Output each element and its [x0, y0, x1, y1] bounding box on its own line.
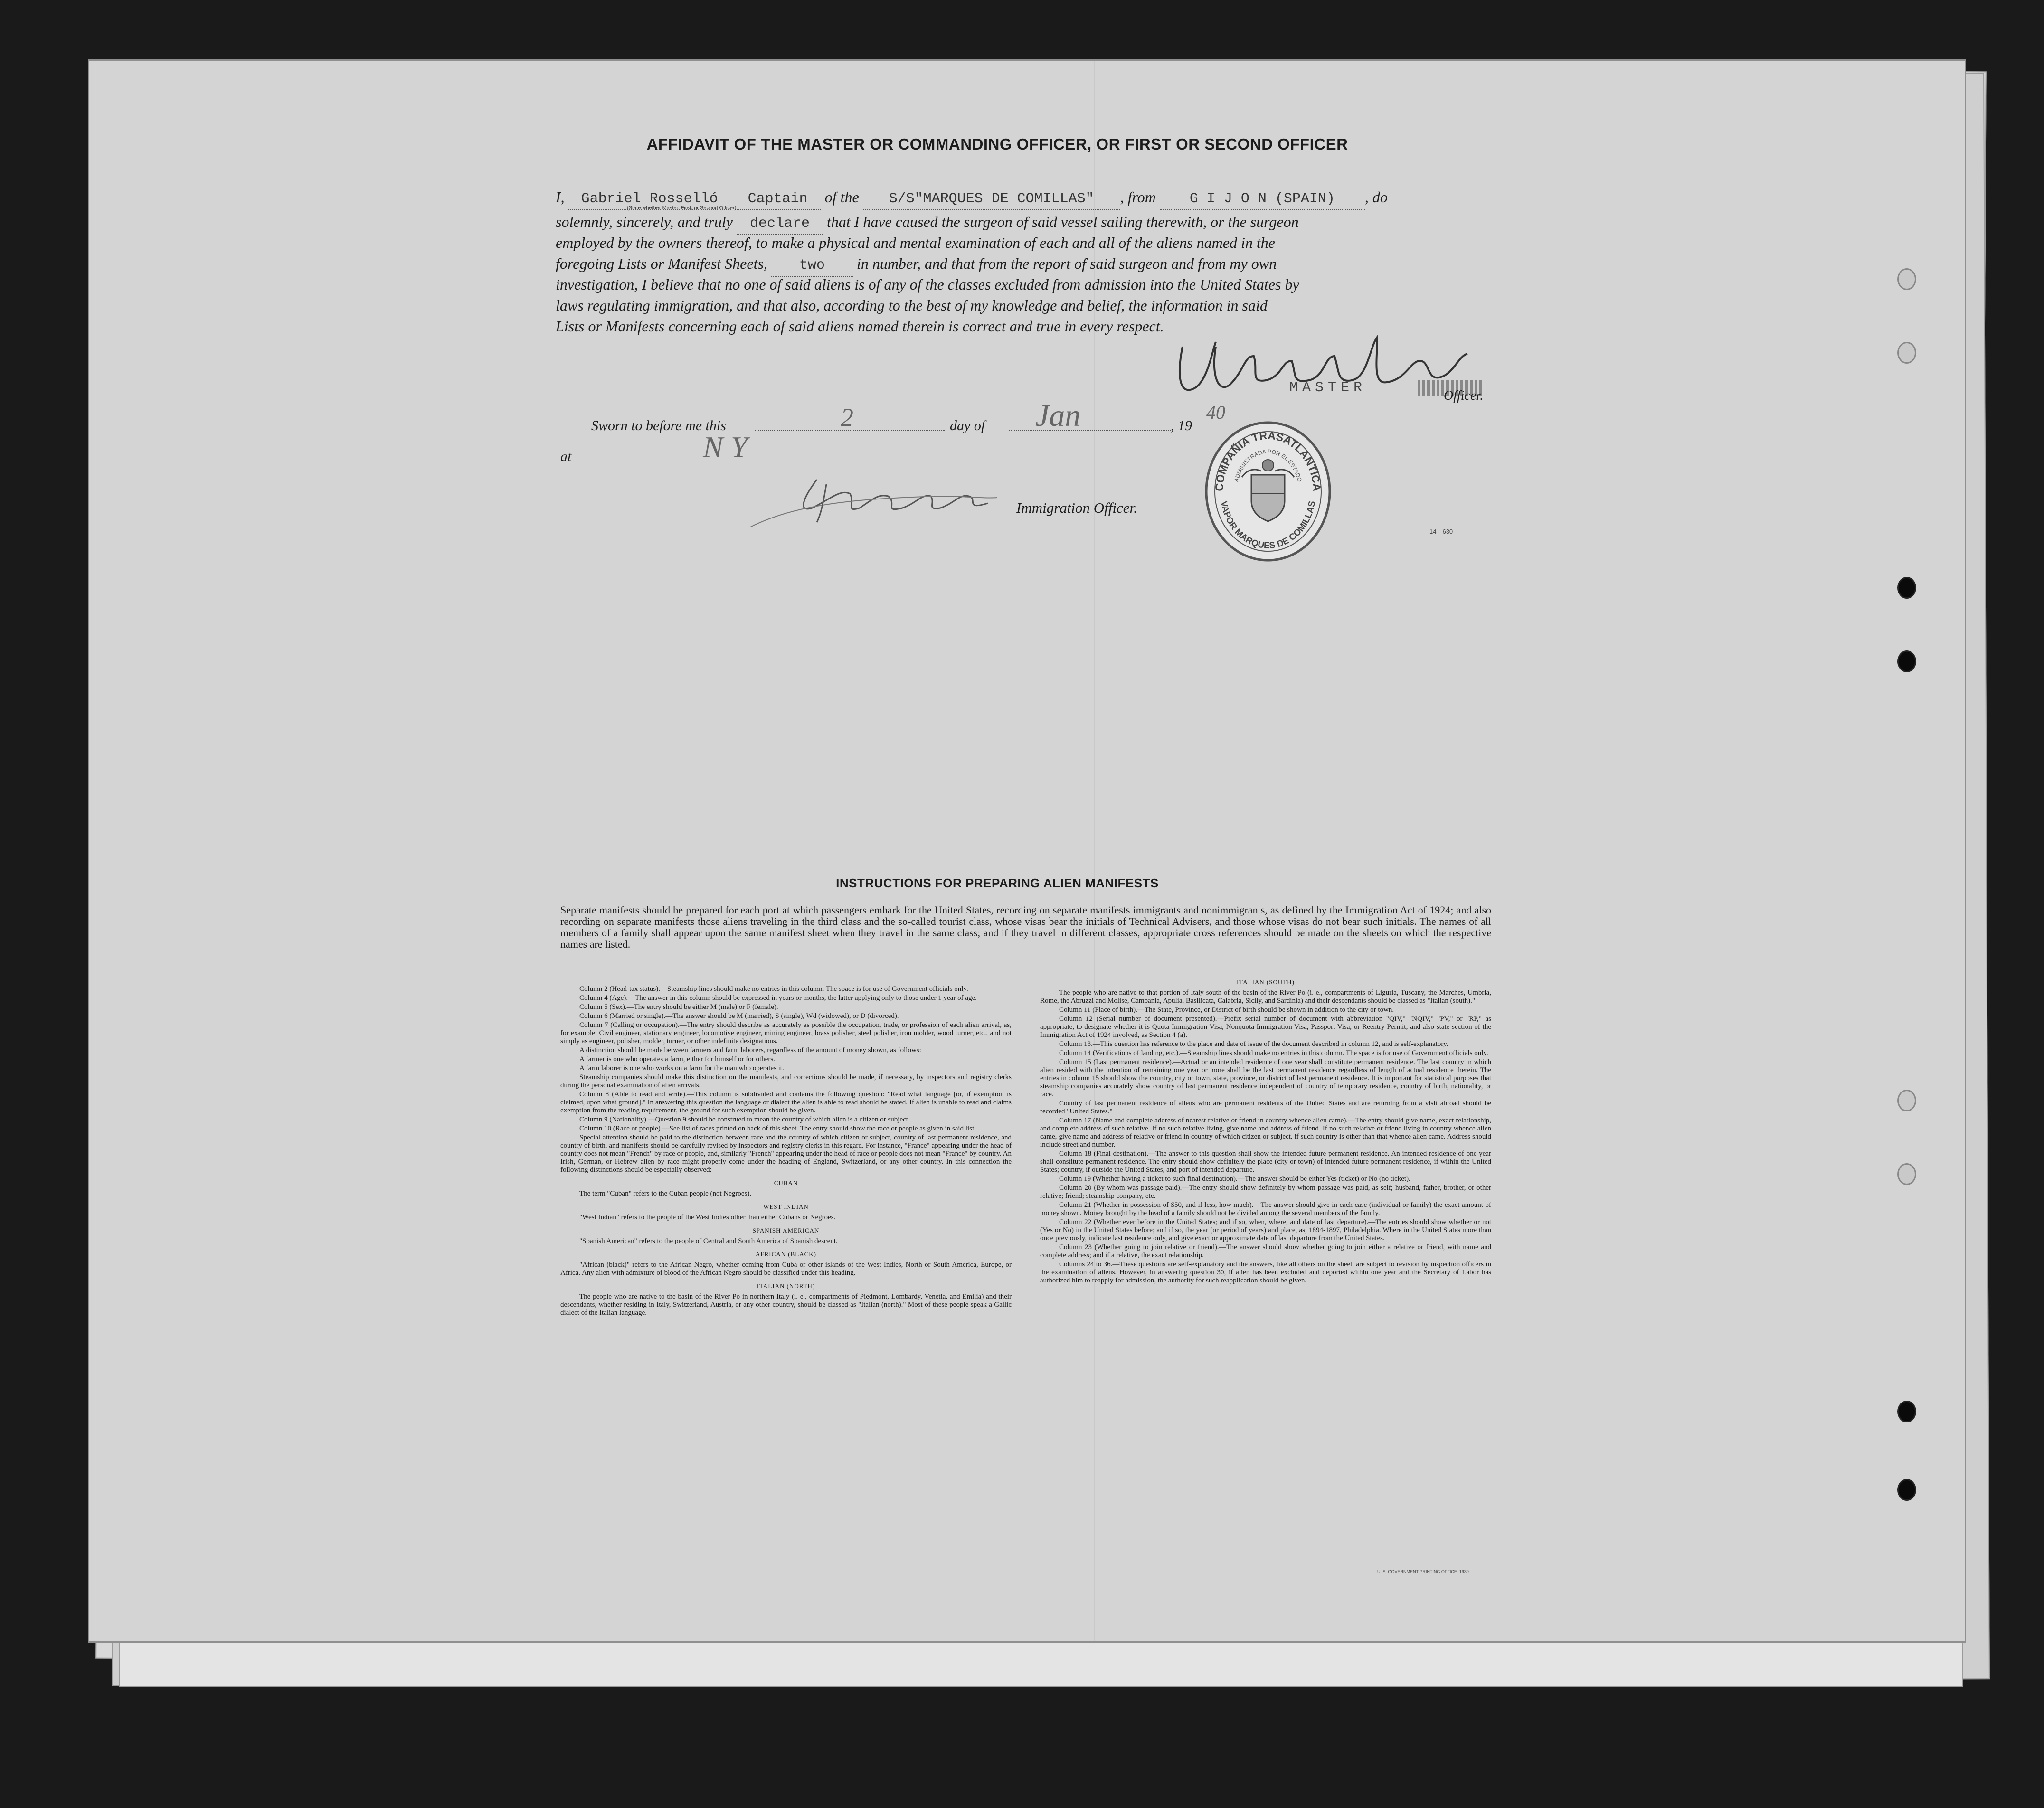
instructions-left-column — [560, 985, 1012, 1318]
section-text: "Spanish American" refers to the people of Central and South America of Spanish descent. — [579, 1237, 838, 1245]
affidavit-line-2 — [556, 211, 1486, 235]
instructions-intro: Separate manifests should be prepared for each port at which passengers embark for the United States, recording on separate manifests immigrants and nonimmigrants, as defined by the Immigration Act of 1924; and also recording on separate manifests those aliens traveling in the third class and the so-called tourist class, whose visas bear the initials of Technical Advisers, and those whose visas do not bear such initials. The names of all members of a family shall appear upon the same manifest sheet when they travel in the same class; and if they travel in different classes, appropriate cross references should be made on the sheets on which the respective names are listed. — [560, 904, 1491, 950]
left-paragraph: Column 4 (Age).—The answer in this column should be expressed in years or months, the latter applying only to those under 1 year of age. — [579, 994, 977, 1002]
officer-label: Officer. — [1444, 388, 1484, 403]
year-prefix: , 19 — [1171, 418, 1192, 433]
right-paragraph: Column 21 (Whether in possession of $50, and if less, how much).—The answer should give in each case (individual or family) the exact amount of money shown. Money brought by the head of a family should not be divided among the several members of the family. — [1040, 1201, 1491, 1217]
l1-of: of the — [824, 188, 859, 206]
section-text: "West Indian" refers to the people of the West Indies other than either Cubans or Negroes. — [579, 1214, 836, 1221]
affidavit-line-6: laws regulating immigration, and that also, according to the best of my knowledge and belief, the information in said — [556, 297, 1268, 314]
section-head-african: AFRICAN (BLACK) — [755, 1251, 817, 1258]
left-paragraph: Column 9 (Nationality).—Question 9 should be construed to mean the country of which alien is a citizen or subject. — [579, 1116, 910, 1123]
punch-hole — [1897, 1090, 1916, 1111]
at-label: at — [560, 449, 572, 464]
section-head-cuban: CUBAN — [774, 1179, 798, 1186]
affidavit-line-3: employed by the owners thereof, to make a physical and mental examination of each and all of the aliens named in the — [556, 234, 1275, 251]
affidavit-title: AFFIDAVIT OF THE MASTER OR COMMANDING OFFICER, OR FIRST OR SECOND OFFICER — [646, 135, 1348, 153]
right-paragraph: Columns 24 to 36.—These questions are self-explanatory and the answers, like all others on the sheet, are subject to revision by inspection officers in the examination of aliens. However, in answering question 30, if alien has been excluded and deported within one year and the Secretary of Labor has authorized him to reapply for admission, the authority for such reapplication should be given. — [1040, 1261, 1491, 1284]
left-paragraph: Steamship companies should make this distinction on the manifests, and corrections should be made, if necessary, by inspectors and registry clerks during the personal examination of alien arrivals. — [560, 1074, 1012, 1089]
l4-end: in number, and that from the report of said surgeon and from my own — [856, 255, 1277, 272]
affidavit-line-5: investigation, I believe that no one of said aliens is of any of the classes excluded from admission into the United States by — [556, 276, 1299, 293]
punch-hole — [1897, 268, 1916, 290]
form-number: 14—630 — [1429, 528, 1453, 535]
left-paragraph: Column 10 (Race or people).—See list of races printed on back of this sheet. The entry should show the race or people as given in said list. — [579, 1125, 976, 1132]
section-head-west-indian: WEST INDIAN — [763, 1203, 809, 1210]
section-head-italian-south: ITALIAN (SOUTH) — [1237, 979, 1295, 986]
right-paragraph: Country of last permanent residence of aliens who are permanent residents of the United States and are returning from a visit abroad should be recorded "United States." — [1040, 1100, 1491, 1115]
stamp-bottom-text: VAPOR MARQUES DE COMILLAS — [1218, 500, 1318, 551]
port-field: G I J O N (SPAIN) — [1160, 188, 1365, 210]
declare-field: declare — [737, 213, 823, 235]
section-text: The term "Cuban" refers to the Cuban people (not Negroes). — [579, 1190, 752, 1197]
right-paragraph: Column 19 (Whether having a ticket to such final destination).—The answer should be either Yes (ticket) or No (no ticket). — [1059, 1175, 1410, 1183]
vessel-field: S/S"MARQUES DE COMILLAS" — [863, 188, 1120, 210]
section-head-spanish-american: SPANISH AMERICAN — [752, 1227, 820, 1234]
immigration-officer-label: Immigration Officer. — [1016, 499, 1137, 516]
section-head-italian-north: ITALIAN (NORTH) — [757, 1282, 815, 1290]
left-paragraph: A farm laborer is one who works on a farm for the man who operates it. — [579, 1064, 784, 1072]
left-paragraph: Column 8 (Able to read and write).—This column is subdivided and contains the following question: "Read what language [or, if exemption is claimed, upon what ground]." In answering this question the language or dialect the alien is able to read should be stated. If alien is unable to read and claims exemption from the reading requirement, the ground for such exemption should be given. — [560, 1091, 1012, 1114]
right-paragraph: Column 17 (Name and complete address of nearest relative or friend in country whence alien came).—The entry should give name, exact relationship, and complete address of such relative. If no such relative living, give name and address of friend. If no such relative or friend living in country whence alien came, give name and address of relative or friend in country of which citizen or subject, if such country is other than that whence alien came. Address should include street and number. — [1040, 1117, 1491, 1149]
left-paragraph: Special attention should be paid to the distinction between race and the country of which citizen or subject, country of last permanent residence, and country of birth, and manifests should be carefully revised by inspectors and registry clerks in this regard. For instance, "France" appearing under the head of country does not mean "French" by race or people, and, similarly "French" appearing under the head of race or people does not mean "France" by country. An Irish, German, or Hebrew alien by race might properly come under the heading of England, Switzerland, or any other country. In this connection the following distinctions should be especially observed: — [560, 1134, 1012, 1174]
stamp-top-text: COMPAÑIA TRASATLANTICA — [1212, 429, 1324, 492]
right-paragraph: The people who are native to that portion of Italy south of the basin of the River Po (i. e., compartments of Liguria, Tuscany, the Marches, Umbria, Rome, the Abruzzi and Molise, Campania, Apulia, Basilicata, Calabria, Sicily, and Sardinia) and their descendants should be classed as "Italian (south)." — [1040, 989, 1491, 1005]
month-rule — [1009, 430, 1171, 431]
at-place: N Y — [703, 430, 748, 464]
l1-start: I, — [556, 188, 565, 206]
rank-note: (State whether Master, First, or Second Officer) — [627, 205, 737, 211]
right-paragraph: Column 18 (Final destination).—The answer to this question shall show the intended future permanent residence. An intended residence of one year shall constitute permanent residence. The entry should show definitely the place (city or town) of intended future permanent residence, if within the United States; country, if outside the United States, and port of intended departure. — [1040, 1150, 1491, 1174]
right-paragraph: Column 14 (Verifications of landing, etc.).—Steamship lines should make no entries in this column. The space is for use of Government officials only. — [1059, 1049, 1488, 1057]
left-paragraph: A farmer is one who operates a farm, either for himself or for others. — [579, 1055, 775, 1063]
instructions-right-column — [1040, 978, 1491, 1286]
punch-hole — [1897, 650, 1916, 672]
day-of-label: day of — [950, 418, 985, 433]
left-paragraph: Column 6 (Married or single).—The answer should be M (married), S (single), Wd (widowed), or D (divorced). — [579, 1012, 899, 1020]
affidavit-line-4 — [556, 253, 1486, 277]
rank-field: Captain — [735, 188, 821, 210]
left-paragraph: Column 7 (Calling or occupation).—The entry should describe as accurately as possible the occupation, trade, or profession of each alien arrival, as, for example: Civil engineer, stationary engineer, locomotive engineer, mining engineer, brass polisher, steel polisher, iron molder, wood turner, etc., and not simply as engineer, polisher, molder, turner, or other indefinite designations. — [560, 1021, 1012, 1045]
immigration-officer-signature — [741, 470, 1007, 537]
section-text: The people who are native to the basin of the River Po in northern Italy (i. e., compartments of Piedmont, Lombardy, Venetia, and Emilia) and their descendants, whether residing in Italy, Switzerland, Austria, or any other country, should be classed as "Italian (north)." Most of these people speak a Gallic dialect of the Italian language. — [560, 1293, 1012, 1317]
right-paragraph: Column 20 (By whom was passage paid).—The entry should show definitely by whom passage was paid, as self; husband, father, brother, or other relative; friend; steamship company, etc. — [1040, 1184, 1491, 1200]
sheets-field: two — [771, 255, 853, 277]
company-stamp — [1202, 418, 1334, 565]
right-paragraph: Column 23 (Whether going to join relative or friend).—The answer should show whether going to join either a relative or friend, with name and complete address; and if a relative, the exact relationship. — [1040, 1243, 1491, 1259]
name-field: Gabriel Rosselló — [568, 188, 731, 210]
punch-hole — [1897, 1401, 1916, 1422]
l1-end: , do — [1364, 188, 1388, 206]
left-paragraph: Column 5 (Sex).—The entry should be either M (male) or F (female). — [579, 1003, 778, 1011]
stamp-inner-text: ADMINISTRADA POR EL ESTADO — [1233, 448, 1303, 483]
right-paragraph: Column 22 (Whether ever before in the United States; and if so, when, where, and date of last departure).—The entries should show whether or not (Yes or No) in the United States before; and if so, the year (or period of years) and place, as, 1894-1897, Philadelphia. Where in the United States more than once previously, indicate last residence only, and give exact or approximate date of last departure from the United States. — [1040, 1218, 1491, 1242]
sworn-day: 2 — [841, 403, 853, 432]
instructions-title: INSTRUCTIONS FOR PREPARING ALIEN MANIFESTS — [836, 876, 1159, 890]
punch-hole — [1897, 1479, 1916, 1501]
printing-office-note: U. S. GOVERNMENT PRINTING OFFICE: 1939 — [1377, 1569, 1469, 1574]
l1-from: , from — [1120, 188, 1156, 206]
right-paragraph: Column 12 (Serial number of document presented).—Prefix serial number of document with abbreviation "QIV," "NQIV," "PV," or "RP," as appropriate, to designate whether it is Quota Immigration Visa, Nonquota Immigration Visa, Passport Visa, or Reentry Permit; and also state section of the Immigration Act of 1924 involved, as Section 4 (a). — [1040, 1015, 1491, 1039]
sworn-year: 40 — [1206, 402, 1225, 423]
punch-hole — [1897, 577, 1916, 599]
left-paragraph: A distinction should be made between farmers and farm laborers, regardless of the amount of money shown, as follows: — [579, 1046, 921, 1054]
punch-hole — [1897, 1163, 1916, 1185]
officer-title: MASTER — [1289, 380, 1367, 396]
right-paragraph: Column 11 (Place of birth).—The State, Province, or District of birth should be shown in addition to the city or town. — [1059, 1006, 1394, 1014]
punch-hole — [1897, 342, 1916, 364]
l4-start: foregoing Lists or Manifest Sheets, — [556, 255, 767, 272]
left-paragraph: Column 2 (Head-tax status).—Steamship lines should make no entries in this column. The space is for use of Government officials only. — [579, 985, 968, 993]
right-paragraph: Column 15 (Last permanent residence).—Actual or an intended residence of one year shall constitute permanent residence. The last country in which alien resided with the intention of remaining one year or more shall be the last permanent residence regardless of length of actual residence therein. The entries in column 15 should show the country, city or town, state, province, or district of last permanent residence. It is important for statistical purposes that steamship companies accurately show country of last permanent residence independent of country of temporary residence, country of birth, nationality, or race. — [1040, 1058, 1491, 1098]
affidavit-line-7: Lists or Manifests concerning each of said aliens named therein is correct and true in every respect. — [556, 318, 1164, 335]
sworn-prefix: Sworn to before me this — [591, 418, 726, 433]
sworn-month: Jan — [1035, 398, 1081, 433]
l2-end: that I have caused the surgeon of said vessel sailing therewith, or the surgeon — [826, 213, 1299, 230]
l2-start: solemnly, sincerely, and truly — [556, 213, 733, 230]
right-paragraph: Column 13.—This question has reference to the place and date of issue of the document described in column 12, and is self-explanatory. — [1059, 1040, 1448, 1048]
section-text: "African (black)" refers to the African Negro, whether coming from Cuba or other islands of the West Indies, North or South America, Europe, or Africa. Any alien with admixture of blood of the African Negro should be classified under this heading. — [560, 1261, 1012, 1277]
